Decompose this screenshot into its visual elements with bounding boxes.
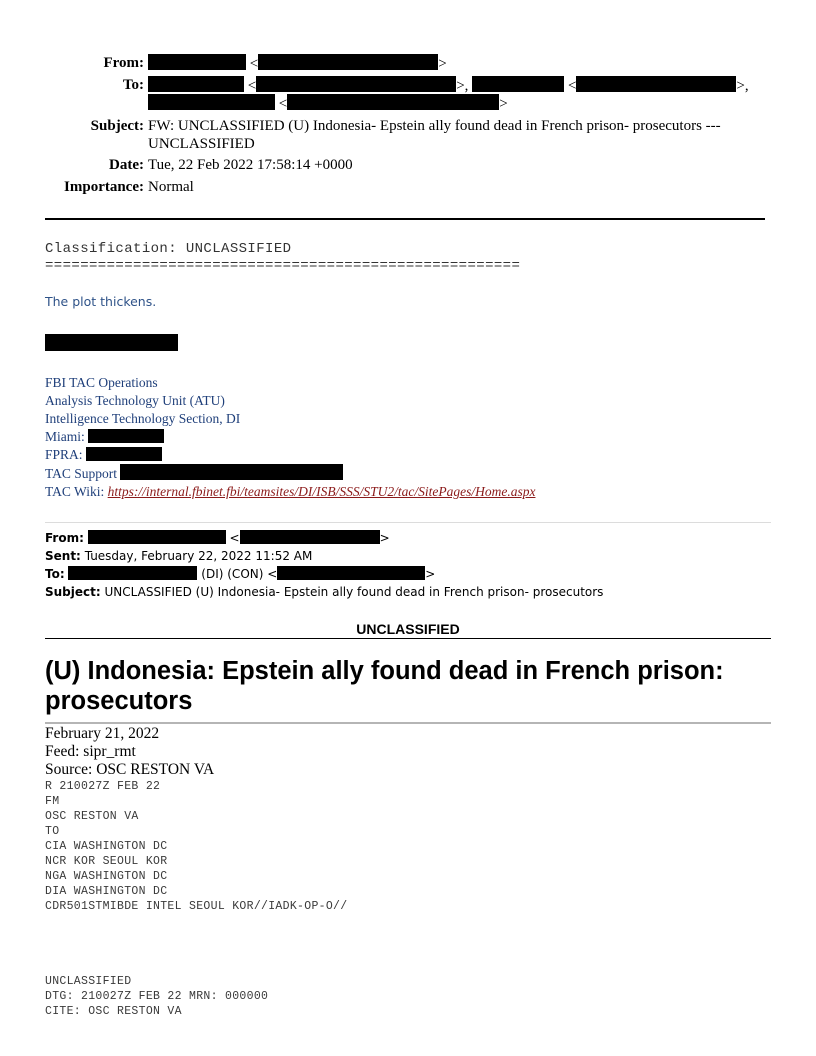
routing-line: NCR KOR SEOUL KOR (45, 855, 168, 868)
routing-line: R 210027Z FEB 22 (45, 780, 161, 793)
routing-line: DIA WASHINGTON DC (45, 885, 168, 898)
wiki-link[interactable]: https://internal.fbinet.fbi/teamsites/DI/ISB/SSS/STU2/tac/SitePages/Home.aspx (107, 484, 536, 499)
to-value-line2: < > (148, 94, 508, 113)
header-divider (45, 218, 765, 220)
message-routing (45, 779, 347, 914)
redaction-box (68, 566, 197, 580)
article-headline: (U) Indonesia: Epstein ally found dead in French prison: prosecutors (45, 657, 724, 715)
redaction-box (472, 76, 564, 92)
redaction-box (287, 94, 499, 110)
classification-line: Classification: UNCLASSIFIED (45, 241, 292, 257)
routing-line: NGA WASHINGTON DC (45, 870, 168, 883)
article-date: February 21, 2022 (45, 725, 160, 742)
fpra-label: FPRA: (45, 447, 83, 462)
redaction-box (88, 429, 164, 443)
signature-line-1: FBI TAC Operations (45, 375, 158, 390)
signature-miami (45, 428, 535, 446)
fwd-to-suffix: (DI) (CON) < (201, 567, 278, 581)
to-value: < >, < >, (148, 76, 749, 95)
tac-support-label: TAC Support (45, 466, 118, 481)
fwd-from-label: From: (45, 531, 84, 545)
banner-divider (45, 638, 771, 639)
forwarded-header (45, 529, 603, 601)
redaction-box (256, 76, 456, 92)
fwd-to-row: To: (DI) (CON) < > (45, 567, 436, 581)
footer-line: UNCLASSIFIED (45, 975, 132, 988)
subject-value (148, 117, 721, 153)
article-source: Source: OSC RESTON VA (45, 761, 215, 778)
body-note: The plot thickens. (45, 294, 157, 309)
redaction-box (148, 54, 246, 70)
forward-divider (45, 522, 771, 523)
redaction-box (576, 76, 736, 92)
wiki-label: TAC Wiki: (45, 484, 105, 499)
signature-block (45, 374, 535, 501)
routing-line: FM (45, 795, 60, 808)
signature-line-3: Intelligence Technology Section, DI (45, 411, 241, 426)
redaction-box (258, 54, 438, 70)
to-label: To: (122, 77, 144, 93)
article-feed: Feed: sipr_rmt (45, 743, 136, 760)
fwd-subject-value: UNCLASSIFIED (U) Indonesia- Epstein ally found dead in French prison- prosecutors (104, 585, 604, 599)
importance-label: Importance: (64, 179, 144, 195)
from-label: From: (103, 55, 144, 71)
subject-line-2: UNCLASSIFIED (148, 136, 255, 152)
fwd-subject-row (45, 583, 603, 601)
fwd-subject-label: Subject: (45, 585, 101, 599)
routing-line: OSC RESTON VA (45, 810, 139, 823)
from-value: < > (148, 54, 447, 73)
signature-tac-support (45, 464, 535, 483)
signature-fpra (45, 446, 535, 464)
fwd-to-label: To: (45, 567, 65, 581)
signature-name-redaction (45, 334, 178, 351)
classification-banner: UNCLASSIFIED (356, 621, 460, 637)
miami-label: Miami: (45, 429, 85, 444)
redaction-box (277, 566, 425, 580)
redaction-box (120, 464, 343, 480)
subject-line-1: FW: UNCLASSIFIED (U) Indonesia- Epstein ally found dead in French prison- prosecutors --- (148, 118, 721, 134)
redaction-box (86, 447, 162, 461)
redaction-box (148, 94, 275, 110)
message-footer (45, 974, 268, 1019)
footer-line: DTG: 210027Z FEB 22 MRN: 000000 (45, 990, 269, 1003)
fwd-sent-label: Sent: (45, 549, 81, 563)
redaction-box (88, 530, 226, 544)
signature-wiki (45, 483, 535, 501)
separator-line: ====================================================== (45, 258, 521, 274)
footer-line: CITE: OSC RESTON VA (45, 1005, 182, 1018)
fwd-from-row: From: < > (45, 531, 390, 545)
article-meta (45, 725, 214, 779)
routing-line: CDR501STMIBDE INTEL SEOUL KOR//IADK-OP-O// (45, 900, 348, 913)
fwd-sent-value: Tuesday, February 22, 2022 11:52 AM (84, 549, 313, 563)
redaction-box (148, 76, 244, 92)
fwd-sent-row (45, 547, 603, 565)
date-value: Tue, 22 Feb 2022 17:58:14 +0000 (148, 157, 353, 173)
headline-divider (45, 722, 771, 724)
subject-label: Subject: (90, 118, 144, 134)
signature-line-2: Analysis Technology Unit (ATU) (45, 393, 225, 408)
routing-line: TO (45, 825, 60, 838)
importance-value: Normal (148, 179, 194, 195)
routing-line: CIA WASHINGTON DC (45, 840, 168, 853)
date-label: Date: (109, 157, 144, 173)
redaction-box (240, 530, 380, 544)
